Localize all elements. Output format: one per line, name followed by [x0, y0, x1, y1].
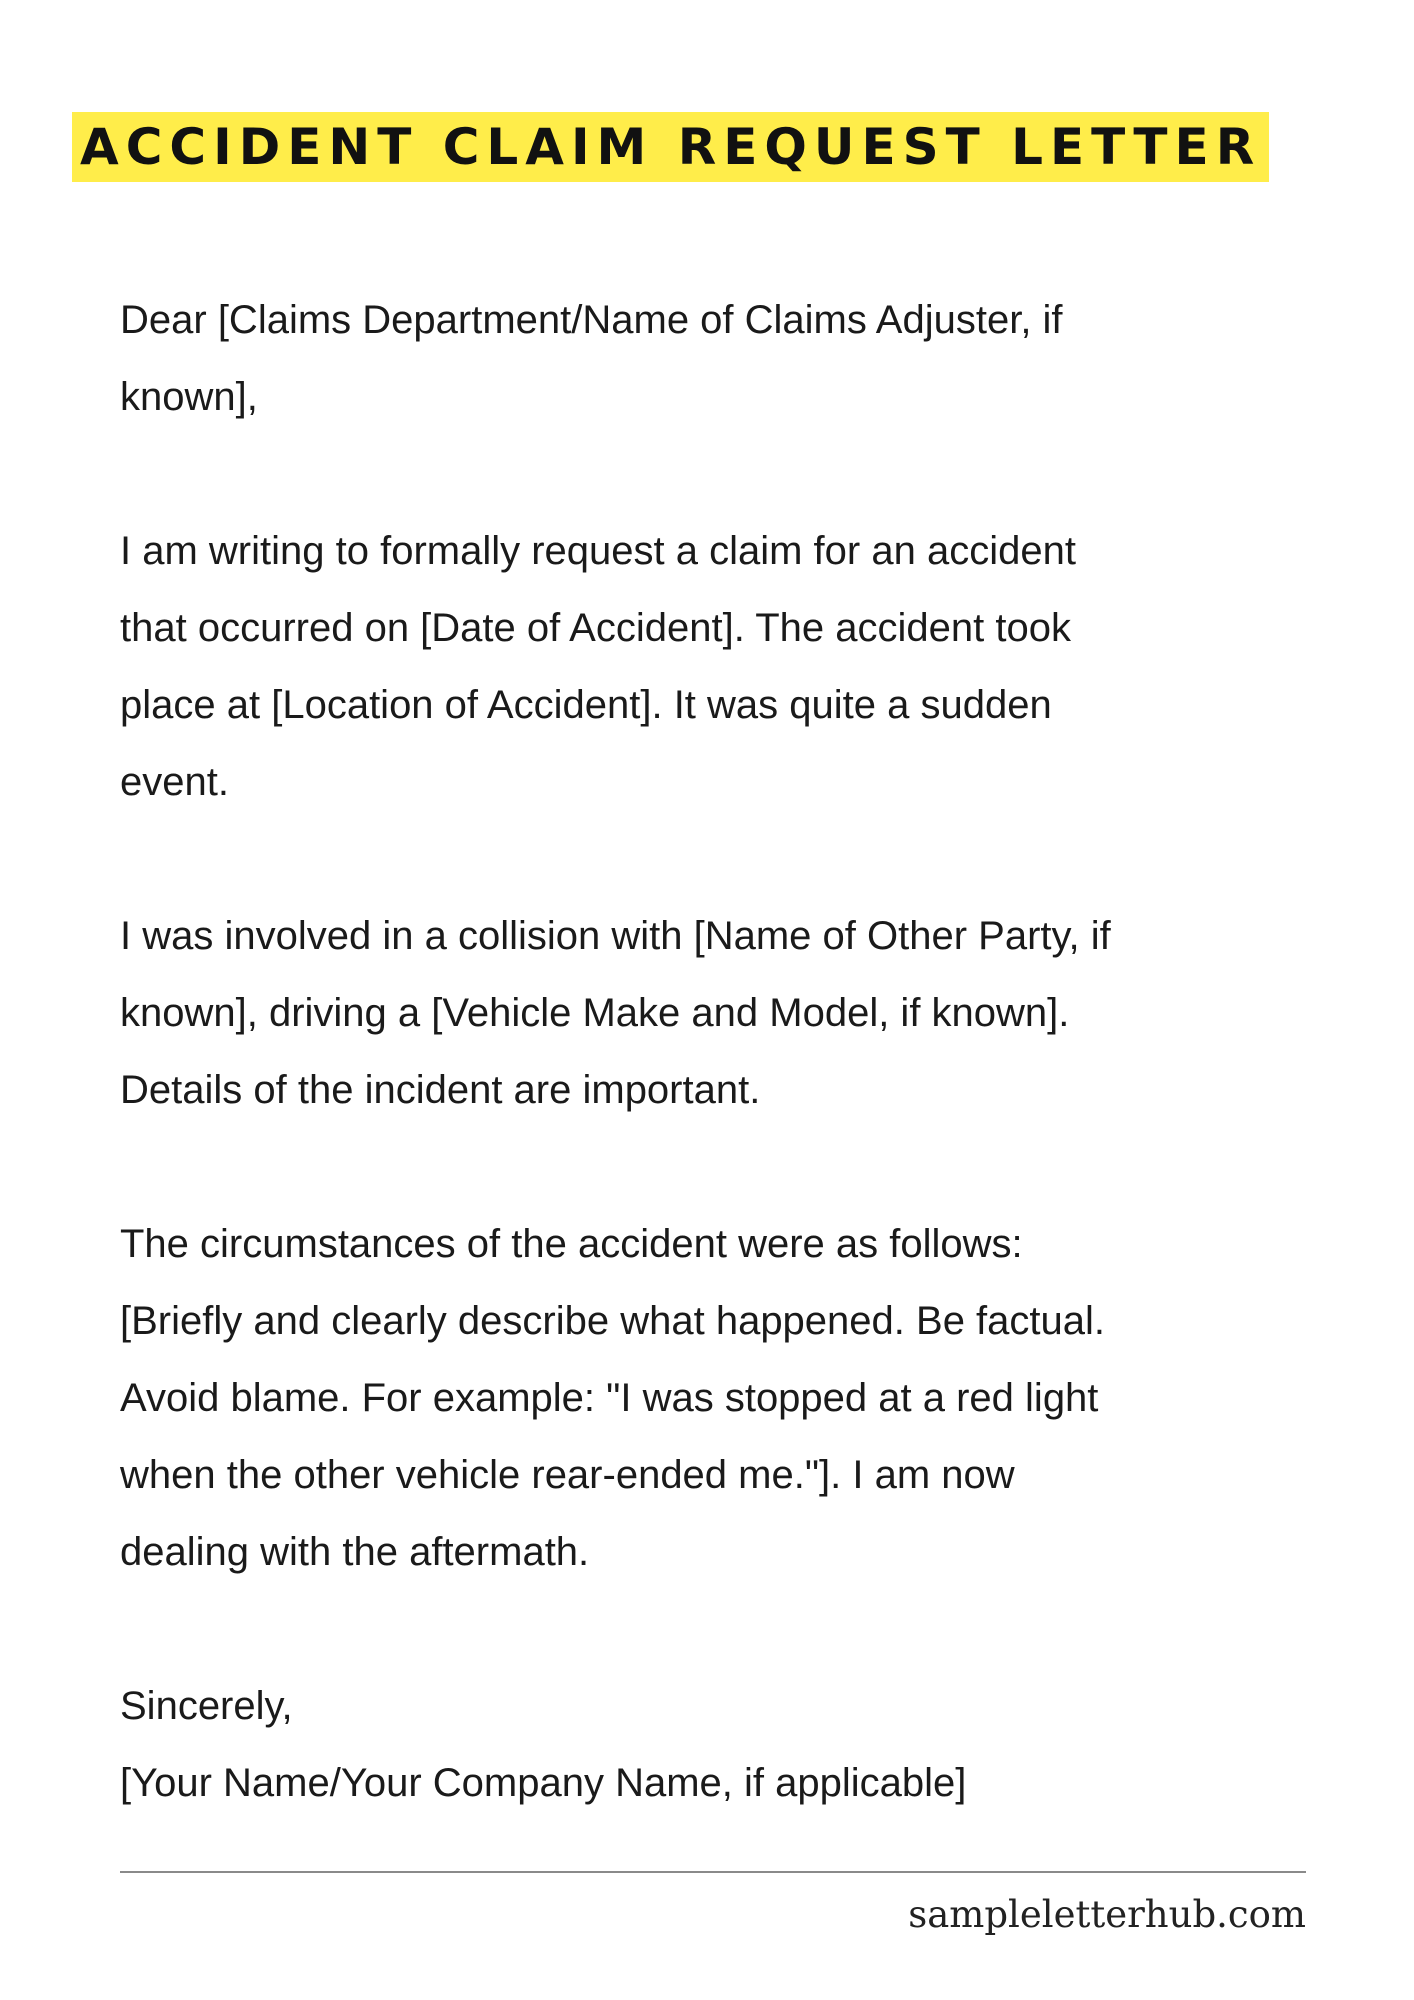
closing: Sincerely,: [120, 1684, 293, 1728]
paragraph-collision: I was involved in a collision with [Name of Other Party, if known], driving a [Vehicle Make and Model, if known]. Details of the incident are important.: [120, 914, 1111, 1112]
paragraph-circumstances: The circumstances of the accident were as follows: [Briefly and clearly describe what happened. Be factual. Avoid blame. For example: "I was stopped at a red light when the other vehicle rear-ended me."]. I am now dealing with the aftermath.: [120, 1222, 1106, 1574]
salutation: Dear [Claims Department/Name of Claims Adjuster, if known],: [120, 298, 1063, 419]
paragraph-request: I am writing to formally request a claim for an accident that occurred on [Date of Accident]. The accident took place at [Location of Accident]. It was quite a sudden event.: [120, 529, 1076, 804]
website-footer: sampleletterhub.com: [908, 1893, 1306, 1936]
closing-block: [120, 1668, 1350, 1822]
signature: [Your Name/Your Company Name, if applicable]: [120, 1761, 967, 1805]
page-title: ACCIDENT CLAIM REQUEST LETTER: [80, 118, 1262, 176]
footer-divider: [120, 1871, 1306, 1873]
letter-body: [120, 282, 1350, 1822]
title-highlight: [72, 112, 1269, 182]
